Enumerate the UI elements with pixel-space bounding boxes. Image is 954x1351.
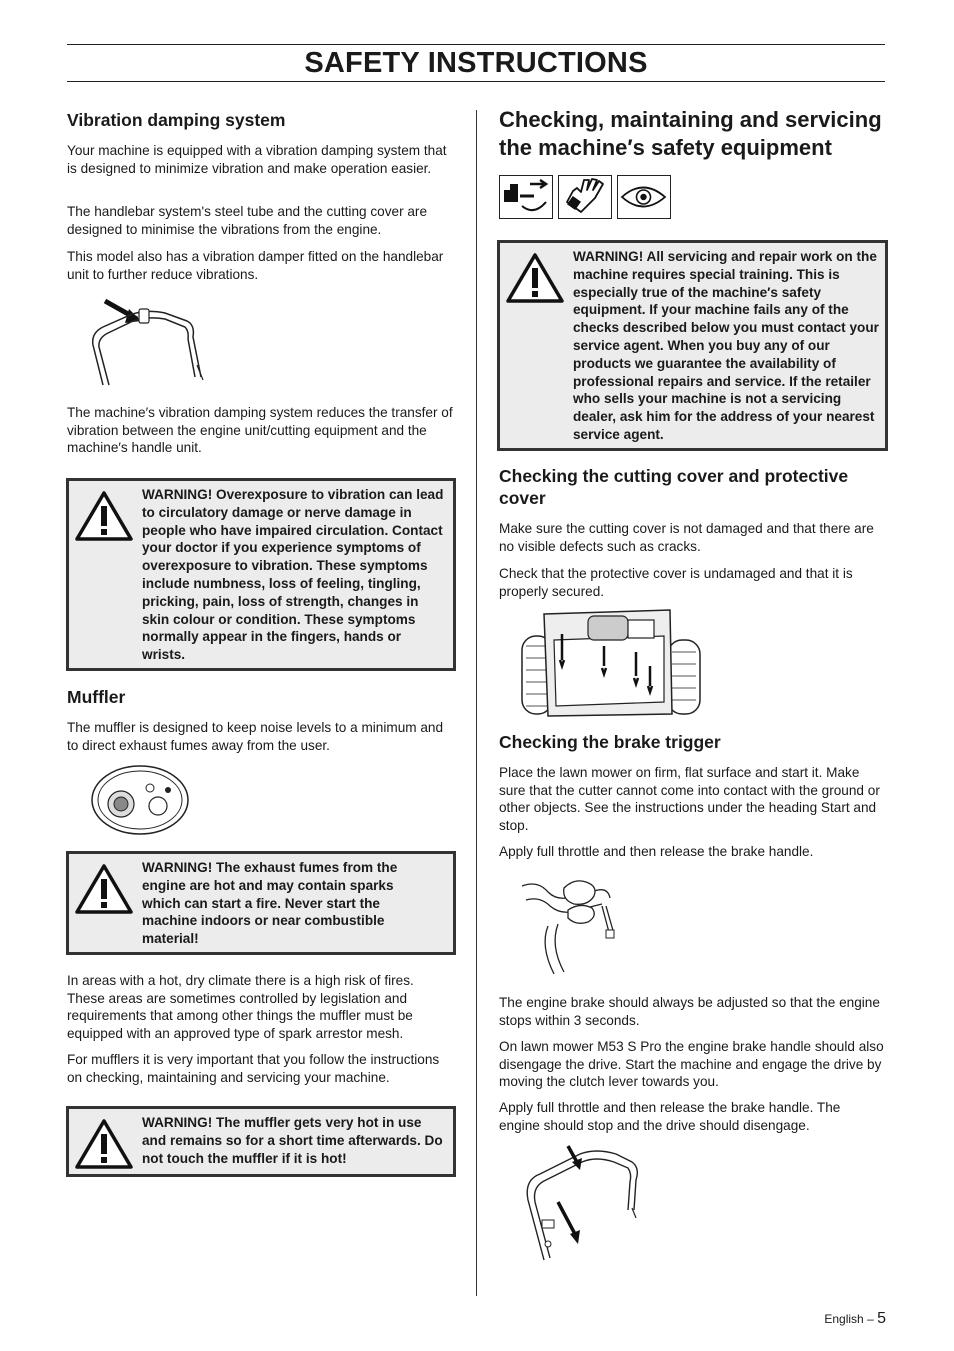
- warning-box-vibration: [66, 478, 456, 671]
- brake-paragraph-4: On lawn mower M53 S Pro the engine brake handle should also disengage the drive. Start the machine and engage the drive by moving the clutch lever towards you.: [499, 1039, 884, 1090]
- eye-icon-box: [617, 175, 671, 219]
- muffler-heading: Muffler: [67, 687, 126, 707]
- warning-triangle-icon: [504, 251, 566, 305]
- vibration-paragraph-2: The handlebar system's steel tube and the cutting cover are designed to minimise the vibrations from the engine.: [67, 204, 428, 237]
- warning-box-servicing: [497, 240, 888, 451]
- footer-dash: –: [867, 1312, 874, 1326]
- brake-handle-release-illustration: [520, 1140, 650, 1265]
- brake-paragraph-1: Place the lawn mower on firm, flat surface and start it. Make sure that the cutter cannot come into contact with the ground or other objects. See the instructions under the heading Start and stop.: [499, 765, 880, 833]
- vibration-paragraph-3: This model also has a vibration damper fitted on the handlebar unit to further reduce vibrations.: [67, 249, 444, 282]
- page-footer: [824, 1310, 886, 1328]
- warning-text: WARNING! All servicing and repair work on the machine requires special training. This is especially true of the machine′s safety equipment. If your machine fails any of the checks described below you must contact your service agent. When you buy any of our products we guarantee the availability of professional repairs and service. If the retailer who sells your machine is not a servicing dealer, ask him for the address of your nearest service agent.: [573, 249, 879, 442]
- page-number: 5: [877, 1310, 886, 1327]
- warning-triangle-icon: [73, 1117, 135, 1171]
- warning-text: WARNING! The muffler gets very hot in use and remains so for a short time afterwards. Do not touch the muffler if it is hot!: [142, 1115, 443, 1166]
- warning-box-muffler-hot: [66, 1106, 456, 1177]
- vibration-heading: Vibration damping system: [67, 110, 286, 130]
- brake-handle-hands-illustration: [518, 866, 628, 978]
- warning-box-exhaust: [66, 851, 456, 955]
- muffler-illustration: [88, 760, 193, 838]
- vibration-paragraph-1: Your machine is equipped with a vibration damping system that is designed to minimize vibration and make operation easier.: [67, 143, 447, 176]
- safety-equipment-heading: Checking, maintaining and servicing the machine′s safety equipment: [499, 107, 882, 160]
- glove-icon-box: [558, 175, 612, 219]
- follow-instructions-paragraph: For mufflers it is very important that you follow the instructions on checking, maintaining and servicing your machine.: [67, 1052, 440, 1085]
- footer-language: English: [824, 1312, 864, 1326]
- cutting-cover-paragraph-1: Make sure the cutting cover is not damaged and that there are no visible defects such as cracks.: [499, 521, 874, 554]
- handlebar-damper-illustration: [85, 285, 215, 390]
- warning-triangle-icon: [73, 489, 135, 543]
- column-divider: [476, 110, 477, 1296]
- warning-triangle-icon: [73, 862, 135, 916]
- title-rule: [67, 81, 885, 82]
- fire-risk-paragraph: In areas with a hot, dry climate there is a high risk of fires. These areas are sometimes controlled by legislation and requirements that among other things the muffler must be equipped with an approved type of spark arrestor mesh.: [67, 973, 414, 1041]
- mower-cover-illustration: [518, 606, 703, 718]
- glove-icon: [559, 176, 610, 217]
- eye-icon: [618, 176, 669, 217]
- brake-paragraph-2: Apply full throttle and then release the brake handle.: [499, 844, 814, 859]
- cutting-cover-paragraph-2: Check that the protective cover is undamaged and that it is properly secured.: [499, 566, 853, 599]
- tools-icon: [500, 176, 551, 217]
- tools-icon-box: [499, 175, 553, 219]
- vibration-paragraph-4: The machine′s vibration damping system reduces the transfer of vibration between the engine unit/cutting equipment and the machine′s handle unit.: [67, 405, 453, 456]
- brake-paragraph-5: Apply full throttle and then release the brake handle. The engine should stop and the drive should disengage.: [499, 1100, 841, 1133]
- warning-text: WARNING! The exhaust fumes from the engine are hot and may contain sparks which can start a fire. Never start the machine indoors or near combustible material!: [142, 860, 398, 947]
- muffler-paragraph: The muffler is designed to keep noise levels to a minimum and to direct exhaust fumes away from the user.: [67, 720, 444, 753]
- cutting-cover-heading: Checking the cutting cover and protective cover: [499, 466, 849, 508]
- brake-paragraph-3: The engine brake should always be adjusted so that the engine stops within 3 seconds.: [499, 995, 880, 1028]
- brake-trigger-heading: Checking the brake trigger: [499, 732, 721, 752]
- warning-text: WARNING! Overexposure to vibration can lead to circulatory damage or nerve damage in people who have impaired circulation. Contact your doctor if you experience symptoms of overexposure to vibration. These symptoms include numbness, loss of feeling, tingling, pricking, pain, loss of strength, changes in skin colour or condition. These symptoms normally appear in the fingers, hands or wrists.: [142, 487, 444, 663]
- page-title: SAFETY INSTRUCTIONS: [304, 47, 648, 79]
